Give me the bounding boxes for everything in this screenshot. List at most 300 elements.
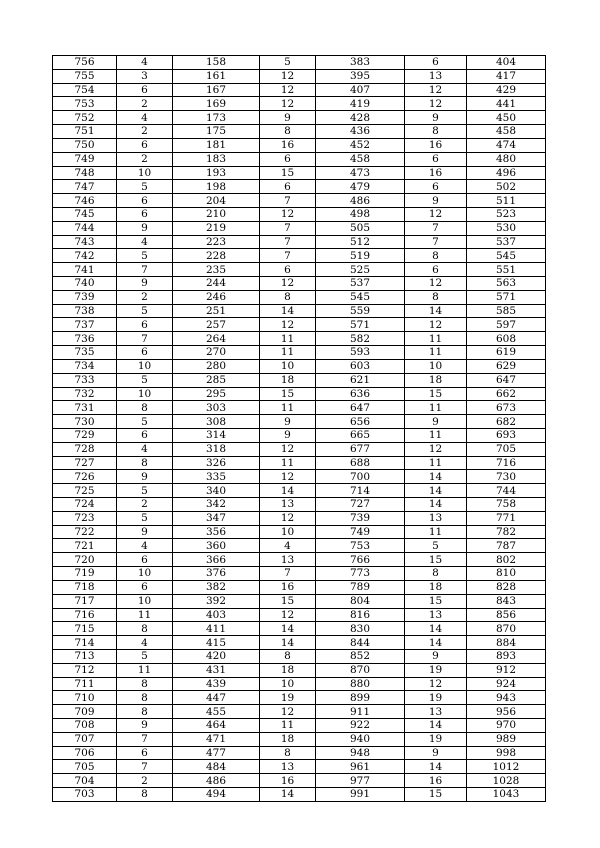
table-row (53, 760, 546, 774)
cumulative-a-cell: 183 (173, 152, 260, 166)
count-a-cell: 5 (117, 649, 173, 663)
cumulative-b-cell: 505 (316, 221, 405, 235)
table-row (53, 719, 546, 733)
count-b-cell: 7 (260, 194, 316, 208)
cumulative-c-cell: 474 (467, 138, 546, 152)
score-cell: 746 (53, 194, 117, 208)
cumulative-a-cell: 376 (173, 567, 260, 581)
score-cell: 720 (53, 553, 117, 567)
score-cell: 725 (53, 484, 117, 498)
score-cell: 727 (53, 456, 117, 470)
count-b-cell: 12 (260, 83, 316, 97)
cumulative-c-cell: 782 (467, 525, 546, 539)
count-a-cell: 10 (117, 387, 173, 401)
score-cell: 723 (53, 511, 117, 525)
count-c-cell: 11 (405, 525, 467, 539)
cumulative-c-cell: 943 (467, 691, 546, 705)
table-row (53, 346, 546, 360)
count-b-cell: 6 (260, 152, 316, 166)
cumulative-b-cell: 922 (316, 719, 405, 733)
count-b-cell: 12 (260, 97, 316, 111)
cumulative-b-cell: 486 (316, 194, 405, 208)
cumulative-a-cell: 303 (173, 401, 260, 415)
count-c-cell: 11 (405, 332, 467, 346)
cumulative-a-cell: 420 (173, 649, 260, 663)
score-cell: 708 (53, 719, 117, 733)
score-cell: 724 (53, 498, 117, 512)
cumulative-c-cell: 843 (467, 594, 546, 608)
cumulative-c-cell: 496 (467, 166, 546, 180)
table-row (53, 608, 546, 622)
count-a-cell: 2 (117, 774, 173, 788)
score-cell: 733 (53, 373, 117, 387)
score-cell: 714 (53, 636, 117, 650)
count-c-cell: 6 (405, 180, 467, 194)
table-row (53, 401, 546, 415)
count-b-cell: 18 (260, 663, 316, 677)
count-b-cell: 13 (260, 498, 316, 512)
cumulative-c-cell: 523 (467, 207, 546, 221)
score-cell: 707 (53, 732, 117, 746)
score-cell: 749 (53, 152, 117, 166)
count-c-cell: 18 (405, 580, 467, 594)
cumulative-b-cell: 870 (316, 663, 405, 677)
cumulative-b-cell: 428 (316, 111, 405, 125)
table-row (53, 774, 546, 788)
cumulative-a-cell: 415 (173, 636, 260, 650)
count-a-cell: 5 (117, 373, 173, 387)
cumulative-c-cell: 1043 (467, 788, 546, 802)
table-row (53, 359, 546, 373)
count-c-cell: 16 (405, 138, 467, 152)
count-b-cell: 10 (260, 677, 316, 691)
count-b-cell: 11 (260, 346, 316, 360)
count-b-cell: 4 (260, 539, 316, 553)
count-c-cell: 14 (405, 622, 467, 636)
table-body (53, 56, 546, 802)
table-row (53, 622, 546, 636)
cumulative-b-cell: 688 (316, 456, 405, 470)
table-row (53, 138, 546, 152)
score-cell: 747 (53, 180, 117, 194)
cumulative-b-cell: 452 (316, 138, 405, 152)
cumulative-a-cell: 161 (173, 69, 260, 83)
count-c-cell: 12 (405, 442, 467, 456)
table-row (53, 249, 546, 263)
score-cell: 743 (53, 235, 117, 249)
table-row (53, 498, 546, 512)
count-b-cell: 11 (260, 401, 316, 415)
count-a-cell: 6 (117, 428, 173, 442)
table-row (53, 456, 546, 470)
score-cell: 755 (53, 69, 117, 83)
cumulative-b-cell: 665 (316, 428, 405, 442)
table-row (53, 277, 546, 291)
count-b-cell: 12 (260, 207, 316, 221)
cumulative-c-cell: 705 (467, 442, 546, 456)
score-cell: 705 (53, 760, 117, 774)
count-a-cell: 8 (117, 788, 173, 802)
count-c-cell: 8 (405, 125, 467, 139)
count-a-cell: 4 (117, 111, 173, 125)
count-c-cell: 19 (405, 732, 467, 746)
count-a-cell: 9 (117, 470, 173, 484)
cumulative-b-cell: 991 (316, 788, 405, 802)
table-row (53, 553, 546, 567)
cumulative-a-cell: 340 (173, 484, 260, 498)
count-a-cell: 2 (117, 97, 173, 111)
cumulative-b-cell: 395 (316, 69, 405, 83)
table-row (53, 732, 546, 746)
score-cell: 729 (53, 428, 117, 442)
count-b-cell: 11 (260, 332, 316, 346)
count-c-cell: 9 (405, 111, 467, 125)
score-cell: 722 (53, 525, 117, 539)
cumulative-c-cell: 912 (467, 663, 546, 677)
cumulative-b-cell: 727 (316, 498, 405, 512)
cumulative-b-cell: 766 (316, 553, 405, 567)
table-row (53, 152, 546, 166)
cumulative-a-cell: 285 (173, 373, 260, 387)
count-c-cell: 7 (405, 235, 467, 249)
count-b-cell: 12 (260, 277, 316, 291)
cumulative-a-cell: 204 (173, 194, 260, 208)
count-a-cell: 8 (117, 677, 173, 691)
score-cell: 713 (53, 649, 117, 663)
count-b-cell: 10 (260, 525, 316, 539)
cumulative-a-cell: 494 (173, 788, 260, 802)
cumulative-c-cell: 998 (467, 746, 546, 760)
table-row (53, 746, 546, 760)
cumulative-c-cell: 884 (467, 636, 546, 650)
score-cell: 704 (53, 774, 117, 788)
cumulative-c-cell: 924 (467, 677, 546, 691)
count-a-cell: 2 (117, 152, 173, 166)
count-c-cell: 15 (405, 387, 467, 401)
count-b-cell: 8 (260, 649, 316, 663)
count-b-cell: 18 (260, 732, 316, 746)
cumulative-a-cell: 335 (173, 470, 260, 484)
count-a-cell: 9 (117, 719, 173, 733)
table-row (53, 663, 546, 677)
count-b-cell: 13 (260, 553, 316, 567)
table-row (53, 97, 546, 111)
cumulative-c-cell: 1012 (467, 760, 546, 774)
table-row (53, 580, 546, 594)
count-b-cell: 14 (260, 484, 316, 498)
count-c-cell: 12 (405, 97, 467, 111)
cumulative-a-cell: 181 (173, 138, 260, 152)
count-a-cell: 8 (117, 456, 173, 470)
table-row (53, 511, 546, 525)
count-b-cell: 16 (260, 580, 316, 594)
count-c-cell: 8 (405, 290, 467, 304)
table-row (53, 180, 546, 194)
cumulative-c-cell: 956 (467, 705, 546, 719)
count-a-cell: 6 (117, 346, 173, 360)
table-row (53, 235, 546, 249)
score-cell: 751 (53, 125, 117, 139)
cumulative-a-cell: 342 (173, 498, 260, 512)
count-b-cell: 9 (260, 415, 316, 429)
count-c-cell: 9 (405, 415, 467, 429)
cumulative-c-cell: 870 (467, 622, 546, 636)
cumulative-c-cell: 693 (467, 428, 546, 442)
cumulative-a-cell: 264 (173, 332, 260, 346)
count-a-cell: 4 (117, 539, 173, 553)
count-c-cell: 11 (405, 401, 467, 415)
count-b-cell: 10 (260, 359, 316, 373)
score-cell: 721 (53, 539, 117, 553)
table-row (53, 594, 546, 608)
score-cell: 709 (53, 705, 117, 719)
count-c-cell: 13 (405, 608, 467, 622)
cumulative-b-cell: 739 (316, 511, 405, 525)
score-cell: 731 (53, 401, 117, 415)
count-a-cell: 6 (117, 83, 173, 97)
count-a-cell: 5 (117, 180, 173, 194)
table-row (53, 387, 546, 401)
cumulative-b-cell: 804 (316, 594, 405, 608)
cumulative-c-cell: 571 (467, 290, 546, 304)
count-a-cell: 2 (117, 498, 173, 512)
count-a-cell: 7 (117, 760, 173, 774)
score-cell: 739 (53, 290, 117, 304)
cumulative-a-cell: 484 (173, 760, 260, 774)
cumulative-a-cell: 219 (173, 221, 260, 235)
cumulative-c-cell: 802 (467, 553, 546, 567)
score-cell: 742 (53, 249, 117, 263)
cumulative-a-cell: 223 (173, 235, 260, 249)
cumulative-a-cell: 439 (173, 677, 260, 691)
cumulative-b-cell: 636 (316, 387, 405, 401)
count-c-cell: 16 (405, 166, 467, 180)
count-c-cell: 15 (405, 553, 467, 567)
table-row (53, 207, 546, 221)
count-c-cell: 9 (405, 649, 467, 663)
count-c-cell: 15 (405, 594, 467, 608)
table-row (53, 194, 546, 208)
table-row (53, 567, 546, 581)
count-a-cell: 9 (117, 221, 173, 235)
cumulative-b-cell: 961 (316, 760, 405, 774)
cumulative-c-cell: 673 (467, 401, 546, 415)
table-row (53, 525, 546, 539)
table-row (53, 470, 546, 484)
score-cell: 706 (53, 746, 117, 760)
table-row (53, 290, 546, 304)
count-c-cell: 12 (405, 277, 467, 291)
cumulative-c-cell: 511 (467, 194, 546, 208)
count-b-cell: 5 (260, 56, 316, 70)
cumulative-b-cell: 545 (316, 290, 405, 304)
cumulative-b-cell: 647 (316, 401, 405, 415)
count-c-cell: 19 (405, 691, 467, 705)
count-a-cell: 8 (117, 705, 173, 719)
table-row (53, 373, 546, 387)
count-c-cell: 8 (405, 567, 467, 581)
cumulative-a-cell: 392 (173, 594, 260, 608)
table-row (53, 415, 546, 429)
cumulative-c-cell: 608 (467, 332, 546, 346)
count-b-cell: 14 (260, 304, 316, 318)
count-b-cell: 13 (260, 760, 316, 774)
count-b-cell: 8 (260, 746, 316, 760)
count-a-cell: 5 (117, 511, 173, 525)
cumulative-b-cell: 714 (316, 484, 405, 498)
count-c-cell: 14 (405, 498, 467, 512)
count-b-cell: 12 (260, 470, 316, 484)
count-c-cell: 6 (405, 56, 467, 70)
count-c-cell: 9 (405, 194, 467, 208)
table-row (53, 125, 546, 139)
count-c-cell: 7 (405, 221, 467, 235)
count-c-cell: 19 (405, 663, 467, 677)
cumulative-c-cell: 989 (467, 732, 546, 746)
cumulative-c-cell: 429 (467, 83, 546, 97)
score-cell: 734 (53, 359, 117, 373)
count-b-cell: 12 (260, 69, 316, 83)
count-a-cell: 5 (117, 415, 173, 429)
count-a-cell: 10 (117, 567, 173, 581)
table-row (53, 221, 546, 235)
score-cell: 730 (53, 415, 117, 429)
count-a-cell: 10 (117, 166, 173, 180)
count-a-cell: 10 (117, 359, 173, 373)
count-c-cell: 12 (405, 207, 467, 221)
cumulative-c-cell: 810 (467, 567, 546, 581)
cumulative-c-cell: 662 (467, 387, 546, 401)
cumulative-a-cell: 455 (173, 705, 260, 719)
cumulative-a-cell: 471 (173, 732, 260, 746)
cumulative-b-cell: 383 (316, 56, 405, 70)
count-c-cell: 14 (405, 760, 467, 774)
count-b-cell: 19 (260, 691, 316, 705)
cumulative-a-cell: 326 (173, 456, 260, 470)
score-cell: 716 (53, 608, 117, 622)
table-row (53, 691, 546, 705)
count-c-cell: 5 (405, 539, 467, 553)
count-b-cell: 15 (260, 594, 316, 608)
count-c-cell: 13 (405, 69, 467, 83)
count-c-cell: 6 (405, 152, 467, 166)
count-a-cell: 7 (117, 332, 173, 346)
count-b-cell: 11 (260, 719, 316, 733)
count-c-cell: 13 (405, 705, 467, 719)
cumulative-a-cell: 308 (173, 415, 260, 429)
count-c-cell: 13 (405, 511, 467, 525)
count-a-cell: 7 (117, 732, 173, 746)
score-cell: 726 (53, 470, 117, 484)
count-a-cell: 11 (117, 663, 173, 677)
count-a-cell: 5 (117, 484, 173, 498)
cumulative-b-cell: 852 (316, 649, 405, 663)
cumulative-a-cell: 173 (173, 111, 260, 125)
cumulative-c-cell: 530 (467, 221, 546, 235)
cumulative-a-cell: 403 (173, 608, 260, 622)
cumulative-b-cell: 436 (316, 125, 405, 139)
score-cell: 732 (53, 387, 117, 401)
cumulative-b-cell: 940 (316, 732, 405, 746)
count-c-cell: 9 (405, 746, 467, 760)
table-row (53, 442, 546, 456)
count-c-cell: 12 (405, 318, 467, 332)
count-a-cell: 6 (117, 553, 173, 567)
count-b-cell: 15 (260, 166, 316, 180)
score-cell: 719 (53, 567, 117, 581)
cumulative-c-cell: 441 (467, 97, 546, 111)
cumulative-c-cell: 682 (467, 415, 546, 429)
count-b-cell: 16 (260, 138, 316, 152)
cumulative-a-cell: 228 (173, 249, 260, 263)
count-a-cell: 5 (117, 249, 173, 263)
cumulative-a-cell: 246 (173, 290, 260, 304)
count-a-cell: 7 (117, 263, 173, 277)
count-b-cell: 14 (260, 636, 316, 650)
table-row (53, 166, 546, 180)
cumulative-a-cell: 175 (173, 125, 260, 139)
count-b-cell: 6 (260, 180, 316, 194)
cumulative-a-cell: 251 (173, 304, 260, 318)
cumulative-a-cell: 431 (173, 663, 260, 677)
cumulative-c-cell: 787 (467, 539, 546, 553)
count-a-cell: 2 (117, 290, 173, 304)
cumulative-c-cell: 502 (467, 180, 546, 194)
count-b-cell: 18 (260, 373, 316, 387)
table-row (53, 484, 546, 498)
score-distribution-table (52, 55, 546, 802)
count-b-cell: 8 (260, 290, 316, 304)
score-cell: 738 (53, 304, 117, 318)
cumulative-a-cell: 486 (173, 774, 260, 788)
score-cell: 750 (53, 138, 117, 152)
score-cell: 741 (53, 263, 117, 277)
count-c-cell: 14 (405, 719, 467, 733)
cumulative-b-cell: 498 (316, 207, 405, 221)
cumulative-c-cell: 970 (467, 719, 546, 733)
cumulative-b-cell: 593 (316, 346, 405, 360)
score-cell: 711 (53, 677, 117, 691)
cumulative-b-cell: 948 (316, 746, 405, 760)
count-a-cell: 11 (117, 608, 173, 622)
count-c-cell: 12 (405, 83, 467, 97)
count-b-cell: 9 (260, 428, 316, 442)
cumulative-c-cell: 450 (467, 111, 546, 125)
table-row (53, 304, 546, 318)
cumulative-b-cell: 419 (316, 97, 405, 111)
count-c-cell: 16 (405, 774, 467, 788)
score-cell: 754 (53, 83, 117, 97)
count-b-cell: 7 (260, 235, 316, 249)
cumulative-b-cell: 677 (316, 442, 405, 456)
count-a-cell: 4 (117, 442, 173, 456)
count-c-cell: 12 (405, 677, 467, 691)
count-a-cell: 9 (117, 277, 173, 291)
cumulative-c-cell: 545 (467, 249, 546, 263)
table-row (53, 263, 546, 277)
cumulative-a-cell: 257 (173, 318, 260, 332)
cumulative-c-cell: 828 (467, 580, 546, 594)
count-b-cell: 8 (260, 125, 316, 139)
cumulative-b-cell: 571 (316, 318, 405, 332)
count-b-cell: 15 (260, 387, 316, 401)
count-c-cell: 8 (405, 249, 467, 263)
count-a-cell: 6 (117, 207, 173, 221)
count-a-cell: 5 (117, 304, 173, 318)
cumulative-c-cell: 856 (467, 608, 546, 622)
cumulative-a-cell: 411 (173, 622, 260, 636)
cumulative-b-cell: 537 (316, 277, 405, 291)
